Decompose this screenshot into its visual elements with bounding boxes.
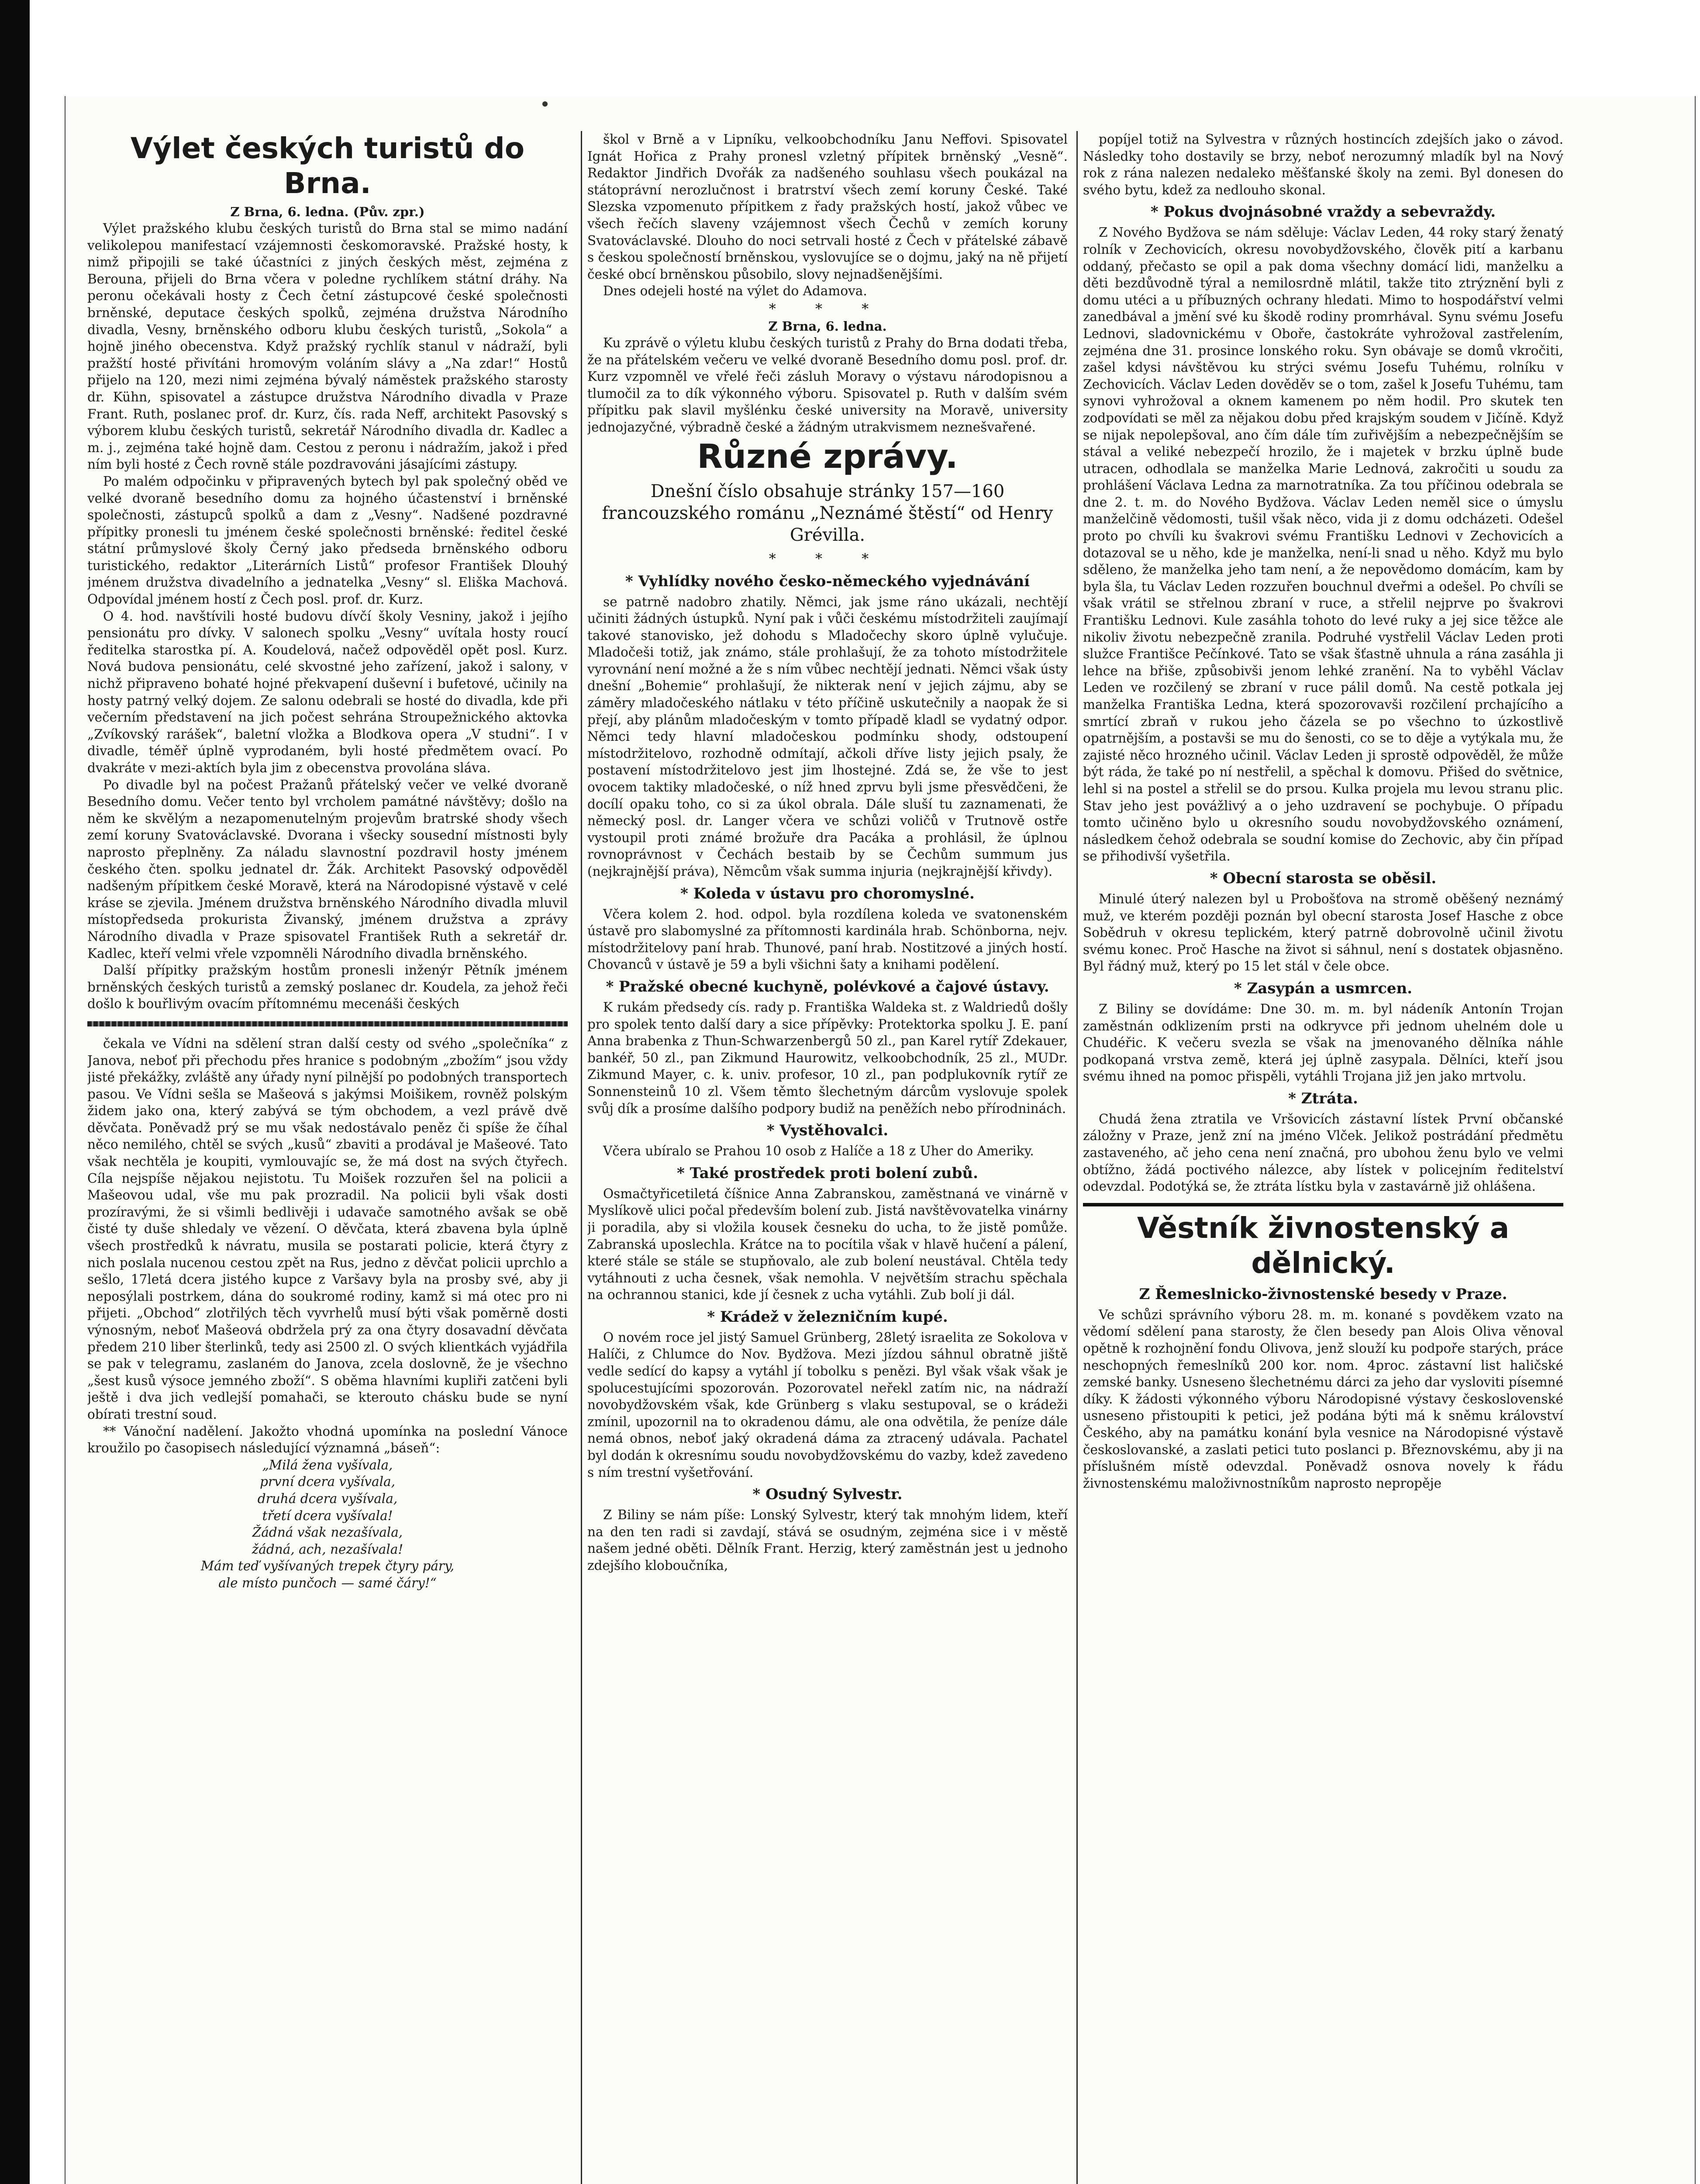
section-heading: Věstník živnostenský a dělnický. bbox=[1137, 1211, 1510, 1280]
notice: ** Vánoční nadělení. Jakožto vhodná upomínka na poslední Vánoce kroužilo po časopisech následující významná „báseň“: bbox=[87, 1424, 568, 1456]
paragraph: Včera ubíralo se Prahou 10 osob z Halíče a 18 z Uher do Ameriky. bbox=[603, 1144, 1034, 1159]
paragraph: O novém roce jel jistý Samuel Grünberg, 28letý israelita ze Sokolova v Halíči, z Chlumce do Nov. Bydžova. Mezi jízdou sáhnul obratně jiště vedle sedící do kapsy a vytáhl jí tobolku s penězi. Byl však však však je spolucestujícími spozorován. Pozorovatel neřekl zatím nic, na nádraží novobydžovském však, kde Grünberg s vlaku sestupoval, se o krádeži zmínil, upozornil na to okradenou dámu, ale ona odvětila, že peníze dále nemá obnos, neboť jaký okradená dáma za ztracený udávala. Pachatel byl dodán k okresnímu soudu novobydžovskému do vazby, kdež zavedeno s ním trestní vyšetřování. bbox=[587, 1330, 1068, 1480]
section-divider bbox=[87, 1021, 568, 1026]
news-rubric: * Vyhlídky nového česko-německého vyjednávání bbox=[625, 572, 1030, 590]
news-rubric: * Krádež v železničním kupé. bbox=[707, 1308, 948, 1326]
poem-line: Žádná však nezašívala, bbox=[252, 1525, 403, 1540]
paragraph: Chudá žena ztratila ve Vršovicích zástavní lístek První občanské záložny v Praze, jenž zní na jméno Vlček. Jelikož postrádání předmětu zastaveného, ač jeho cena není značná, pro ubohou ženu bylo ve velmi obtížno, žádá poctivého nálezce, aby lístek v policejním ředitelství odevzdal. Podotýká se, že ztráta lístku byla v zastavárně již ohlášena. bbox=[1083, 1111, 1563, 1194]
paragraph: popíjel totiž na Sylvestra v různých hostincích zdejších jako o závod. Následky toho dostavily se brzy, neboť nerozumný mladík byl na Nový rok z rána nalezen nedaleko měšťanské školy na zemi. Byl donesen do svého bytu, kdež za nedlouho skonal. bbox=[1083, 132, 1563, 197]
section-heading: Různé zprávy. bbox=[697, 436, 958, 476]
article-heading: Výlet českých turistů do Brna. bbox=[130, 131, 525, 200]
paragraph: Ve schůzi správního výboru 28. m. m. konané s povděkem vzato na vědomí sdělení pana starosty, že člen besedy pan Alois Oliva věnoval opětně k rozhojnění fondu Olivova, jenž slouží ku podpoře starých, práce neschopných řemeslníků 200 kor. nom. 4proc. zástavní list haličské zemské banky. Usneseno šlechetnému dárci za jeho dar vysloviti písemné díky. K žádosti výkonného výboru Národopisné výstavy československé usneseno přistoupiti k petici, jež podána býti má k sněmu království Českého, aby na památku konání byla vesnice na Národopisné výstavě českoslovanské, a zaslati petici tuto poslanci p. Březnovskému, aby ji na příslušném místě odevzdal. Poněvadž osnova novely k řádu živnostenskému maloživnostníkům naprosto nepropěje bbox=[1083, 1307, 1563, 1491]
stars-divider: * * * bbox=[769, 300, 886, 317]
poem-line: Mám teď vyšívaných trepek čtyry páry, bbox=[200, 1559, 455, 1574]
news-rubric: * Vystěhovalci. bbox=[766, 1122, 889, 1140]
poem-line: „Milá žena vyšívala, bbox=[262, 1457, 393, 1472]
paragraph: Další přípitky pražským hostům pronesli inženýr Pětník jménem brněnských českých turistů a zemský poslanec dr. Koudela, za jehož řeči došlo k bouřlivým ovacím přítomnému mecenáši českých bbox=[87, 963, 568, 1012]
paragraph: Dnes odejeli hosté na výlet do Adamova. bbox=[603, 283, 867, 299]
paragraph: Minulé úterý nalezen byl u Probošťova na stromě oběšený neznámý muž, ve kterém později poznán byl obecní starosta Josef Hasche z obce Sobědruh v okresu teplickém, který patrně dobrovolně učinil životu svému konec. Proč Hasche na život si sáhnul, není s dostatek objasněno. Byl řádný muž, který po 15 let stál v čele obce. bbox=[1083, 891, 1563, 974]
column-rule bbox=[581, 131, 582, 2184]
page-mark bbox=[542, 101, 548, 107]
news-rubric: * Koleda v ústavu pro choromyslné. bbox=[680, 885, 975, 902]
poem-line: druhá dcera vyšívala, bbox=[257, 1491, 398, 1506]
stars-divider: * * * bbox=[769, 550, 886, 567]
paragraph: Po divadle byl na počest Pražanů přátelský večer ve velké dvoraně Besedního domu. Večer tento byl vrcholem památné návštěvy; došlo na něm ke skvělým a nezapomenutelným projevům bratrské shody všech zemí koruny Svatováclavské. Dvorana i všecky sousední místnosti byly naprosto přeplněny. Za náladu slavnostní pozdravil hosty jménem českého čten. spolku jednatel dr. Žák. Architekt Pasovský odpověděl nadšeným přípitkem české Moravě, která na Národopisné výstavě v celé kráse se zjevila. Jménem družstva brněnského Národního divadla mluvil místopředseda prokurista Živanský, jménem družstva a zprávy Národního divadla v Praze spisovatel František Ruth a sekretář dr. Kadlec, kteří velmi vřele vzpomněli Národního divadla brněnského. bbox=[87, 777, 568, 961]
news-rubric: Z Řemeslnicko-živnostenské besedy v Praze. bbox=[1139, 1285, 1507, 1303]
news-rubric: * Ztráta. bbox=[1288, 1089, 1358, 1107]
paragraph: čekala ve Vídni na sdělení stran další cesty od svého „společníka“ z Janova, neboť při přechodu přes hranice s podobným „zbožím“ jsou vždy jisté překážky, zvláště any úřady nyní pilnější po podobných transportech pasou. Ve Vídni sešla se Mašeová s jakýmsi Moišikem, rovněž polským židem jako ona, který zabývá se tým obchodem, a vezl právě dvě děvčata. Poněvadž prý se mu však nedostávalo peněz či spíše že číhal něco nemilého, chtěl se svých „kusů“ zbaviti a prodával je Mašeové. Tato však nechtěla je koupiti, vymlouvajíc se, že má dost na svých čtyřech. Cíla nejspíše nějakou nejistotu. Tu Moišek rozzuřen šel na policii a Mašeovou udal, vše mu pak prozradil. Na policii byli však dosti prozíravými, že si všimli bedlivěji i udavače samotného avšak se obě čisté ty duše shledaly ve vězení. O děvčata, která zbavena byla úplně všech prostředků k návratu, musila se postarati policie, která čtyry z nich poslala nucenou cestou zpět na Rus, jedno z děvčat policii uprchlo a sešlo, 17letá dcera jistého kupce z Varšavy byla na prosby své, aby ji neposýlali postrkem, dána do soukromé rodiny, kamž si má otec pro ni přijeti. „Obchod“ zlotřilých těch vyvrhelů musí býti však poměrně dosti výnosným, neboť Mašeová obdržela prý za ona čtyry dosavadní děvčata předem 210 liber šterlinků, tedy asi 2500 zl. O svých klientkách vyjádřila se pak v telegramu, zaslaném do Janova, zcela doslovně, že je všechno „šest kusů výsoce jemného zboží“. S oběma hlavními kupliři zatčeni byli ještě i dva jich vedlejší pomahači, se kterouto chásku bude se nyní obírati trestní soud. bbox=[87, 1036, 568, 1422]
column-rule bbox=[1076, 131, 1078, 2184]
paragraph: Z Nového Bydžova se nám sděluje: Václav Leden, 44 roky starý ženatý rolník v Zechovicích, okresu novobydžovského, člověk pití a karbanu oddaný, přečasto se opil a pak doma všechny domácí lidi, manželku a děti bezdůvodně týral a nemilosrdně mlátil, takže tito ztrýznění byli z domu utéci a u příbuzných ochrany hledati. Mimo to hospodářství velmi zanedbával a jmění své ku škodě rodiny promrhával. Synu svému Josefu Lednovi, sladovnickému v Oboře, častokráte vyhrožoval zastřelením, zejména dne 31. prosince lonského roku. Syn obávaje se domů vkročiti, zašel kdysi návštěvou ku strýci svému Josefu Tuhému, rolníku v Zechovicích. Václav Leden dověděv se o tom, zašel k Josefu Tuhému, tam synovi vyhrožoval a oknem kamenem po něm hodil. Pro skutek ten zodpovídati se měl za nějakou dobu před krajským soudem v Jičíně. Když se nijak nepolepšoval, ano čím dále tím zuřivějším a nebezpečnějším se stával a veliké nebezpečí hrozilo, že i majetek v brzku úplně bude utracen, odhodlala se manželka Marie Lednová, zakročiti u soudu za prohlášení Václava Ledna za marnotratníka. Za tou příčinou odebrala se dne 2. t. m. do Nového Bydžova. Václav Leden neměl sice o úmyslu manželčině vědomosti, tušil však něco, vida ji z domu odcházeti. Odešel proto po chvíli ku švakrovi svému Františku Lednovi v Zechovicích a dotazoval se u něho, kde je manželka, není-li snad u něho. Když mu bylo sděleno, že manželka jeho tam není, a že nepovědomo domácím, kam by byla šla, tu Václav Leden rozzuřen bouchnul dveřmi a odešel. Po chvíli se však vrátil se střelnou zbraní v ruce, a střelil nejprve po švakrovi Františku Lednovi. Kule zasáhla tohoto do levé ruky a jej sice těžce ale nikoliv životu nebezpečně zranila. Podruhé vystřelil Václav Leden proti služce Františce Pečínkové. Tato se však šťastně uhnula a rána zasáhla ji lehce na břiše, způsobivši jenom lehké zranění. Na to vyběhl Václav Leden ve rozčilený se zbraní v ruce pálil domů. Na cestě potkala jej manželka Františka Ledna, která spozorovavši rozčilení prchajícího a smrtící zbraň v rukou jeho čázela se po všechno to úzkostlivě opatrnějším, a postavši se mu do šenosti, co se to děje a vytýkala mu, že zajisté něco hrozného učinil. Václav Leden ji sprostě odpověděl, že může být ráda, že také po ní nestřelil, a spěchal k domovu. Přišed do světnice, lehl si na postel a střelil se do prsou. Kulka projela mu levou stranu plic. Stav jeho jest povážlivý a o jeho uzdravení se pochybuje. O případu tomto učiněno bylo u okresního soudu novobydžovského oznámení, následkem čehož odebrala se soudní komise do Zechovic, aby čin případ se přihodivší vyšetřila. bbox=[1083, 225, 1563, 864]
novel-notice: Dnešní číslo obsahuje stránky 157—160 francouzského románu „Neznámé štěstí“ od Henry Grévilla. bbox=[602, 481, 1053, 545]
section-rule bbox=[1083, 1203, 1563, 1206]
column-2 bbox=[587, 131, 1068, 2184]
paragraph: se patrně nadobro zhatily. Němci, jak jsme ráno ukázali, nechtějí učiniti žádných ústupků. Nyní pak i vůči českému místodržiteli zaujímají takové stanovisko, jež dohodu s Mladočechy skoro úplně vylučuje. Mladočeši totiž, jak známo, stále prohlašují, že za tohoto místodržitele vyrovnání není možné a že s ním vůbec nechtějí jednati. Němci však ústy dnešní „Bohemie“ prohlašují, že nikterak není v jejich zájmu, aby se záměry mladočeského nátlaku v této příčině uskutečnily a naopak že si přejí, aby plánům mladočeským v tomto případě kladl se vydatný odpor. Němci tedy hlavní mladočeskou podmínku shody, odstoupení místodržitelovo, rozhodně odmítají, ačkoli dříve listy jejich psaly, že postavení místodržitelovo jest jim lhostejné. Zdá se, že vše to jest ovocem taktiky mladočeské, o níž hned zprvu byli jsme přesvědčeni, že docílí opaku toho, co si za úkol obrala. Dále sluší tu zaznamenati, že německý posl. dr. Langer včera ve schůzi voličů v Trutnově ostře vystoupil proti známé brožuře dra Pacáka a prohlásil, že úplnou rovnoprávnost v Čechách bestaib by se Čechům summum jus (nejkrajnější práva), Němcům však summa injuria (nejkrajnější křivdy). bbox=[587, 594, 1068, 879]
paragraph: Osmačtyřicetiletá číšnice Anna Zabranskou, zaměstnaná ve vinárně v Myslíkově ulici počal především bolení zub. Jistá navštěvovatelka vinárny ji poradila, aby si vložila kousek česneku do ucha, to že jistě pomůže. Zabranská uposlechla. Krátce na to pocítila však v hlavě hučení a pálení, které stále se stále se stupňovalo, ale zub bolení neustával. Chtěla tedy vytáhnouti z ucha česnek, však nemohla. V největším strachu spěchala na ochrannou stanici, kde jí česnek z ucha vytáhli. Zub bolí ji dál. bbox=[587, 1186, 1068, 1303]
dateline: Z Brna, 6. ledna. bbox=[768, 318, 887, 334]
news-rubric: * Také prostředek proti bolení zubů. bbox=[677, 1164, 978, 1182]
poem-line: první dcera vyšívala, bbox=[260, 1474, 395, 1489]
news-rubric: * Pražské obecné kuchyně, polévkové a čajové ústavy. bbox=[606, 978, 1049, 995]
paragraph: Z Biliny se nám píše: Lonský Sylvestr, který tak mnohým lidem, kteří na den ten radi si zavdají, stává se osudným, zejména sice i v městě našem jedné oběti. Dělník Frant. Herzig, který zaměstnán jest u jednoho zdejšího kloboučníka, bbox=[587, 1507, 1068, 1573]
paragraph: Z Biliny se dovídáme: Dne 30. m. m. byl nádeník Antonín Trojan zaměstnán odklizením prsti na odkryvce při jednom uhelném dole u Chudéřic. K večeru svezla se však na jmenovaného dělníka náhle podkopaná vrstva země, která jej úplně zasypala. Dělníci, kteří jsou svému ihned na pomoc přispěli, vytáhli Trojana již jen jako mrtvolu. bbox=[1083, 1001, 1563, 1084]
column-3 bbox=[1083, 131, 1563, 2184]
scan-border bbox=[0, 0, 30, 2184]
poem-line: třetí dcera vyšívala! bbox=[262, 1508, 393, 1523]
news-rubric: * Obecní starosta se oběsil. bbox=[1210, 869, 1437, 887]
paragraph: Výlet pražského klubu českých turistů do Brna stal se mimo nadání velikolepou manifestací vzájemnosti českomoravské. Pražské hosty, k nimž připojili se také účastníci z jiných českých měst, zejména z Berouna, přijeli do Brna včera v poledne rychlíkem státní dráhy. Na peronu očekávali hosty z Čech četní zástupcové české společnosti brněnské, deputace českých spolků, zejména družstva Národního divadla, Vesny, brněnského odboru klubu českých turistů, „Sokola“ a hojně jiného obecenstva. Když pražský rychlík stanul v nádraží, byli pražští hosté přivítáni hromovým voláním slávy a „Na zdar!“ Hostů přijelo na 120, mezi nimi zejména bývalý náměstek pražského starosty dr. Kühn, spisovatel a zástupce družstva Národního divadla v Praze Frant. Ruth, poslanec prof. dr. Kurz, čís. rada Neff, architekt Pasovský s výborem klubu českých turistů, sekretář Národního divadla dr. Kadlec a m. j., zejména také hojně dam. Cestou z peronu i nádražím, jakož i před ním byli hosté z Čech rovně stále pozdravováni jásajícími zástupy. bbox=[87, 221, 568, 472]
paragraph: Včera kolem 2. hod. odpol. byla rozdílena koleda ve svatonenském ústavě pro slabomyslné za přítomnosti kardinála hrab. Schönborna, nejv. místodržitelovy paní hrab. Thunové, paní hrab. Nostitzové a jiných hostí. Chovanců v ústavě je 59 a byli všichni šaty a knihami podělení. bbox=[587, 906, 1068, 972]
news-rubric: * Osudný Sylvestr. bbox=[752, 1486, 903, 1503]
poem-line: ale místo punčoch — samé čáry!“ bbox=[218, 1575, 437, 1590]
news-rubric: * Pokus dvojnásobné vraždy a sebevraždy. bbox=[1150, 203, 1496, 221]
news-rubric: * Zasypán a usmrcen. bbox=[1234, 979, 1413, 997]
paragraph: škol v Brně a v Lipníku, velkoobchodníku Janu Neffovi. Spisovatel Ignát Hořica z Prahy pronesl vzletný přípitek brněnský „Vesně“. Redaktor Jindřich Dvořák za nadšeného souhlasu všech poukázal na státoprávní nerozlučnost i bratrství všech zemí koruny České. Také Slezska vzpomenuto přípitkem z řady pražských hostí, jakož vůbec ve všech řečích slaveny vzájemnost všech Čechů v zemích koruny Svatováclavské. Dlouho do noci setrvali hosté z Čech v přátelské zábavě s českou společností brněnskou, vyslovujíce se o dojmu, jaký na ně přijetí české obcí brněnskou působilo, slovy nejnadšenějšími. bbox=[587, 132, 1068, 282]
dateline: Z Brna, 6. ledna. (Pův. zpr.) bbox=[230, 204, 425, 219]
paragraph: Po malém odpočinku v připravených bytech byl pak společný oběd ve velké dvoraně besedního domu za hojného účastenství i brněnské společnosti, zástupců spolků a dam z „Vesny“. Nadšené pozdravné přípitky pronesli tu jménem české společnosti brněnské: ředitel české státní průmyslové školy Černý jako předseda brněnského odboru turistického, redaktor „Literárních Listů“ profesor František Dlouhý jménem družstva divadelního a jednatelka „Vesny“ sl. Eliška Machová. Odpovídal jménem hostí z Čech posl. prof. dr. Kurz. bbox=[87, 473, 568, 607]
paragraph: K rukám předsedy cís. rady p. Františka Waldeka st. z Waldriedů došly pro spolek tento další dary a sice přípěvky: Protektorka spolku J. E. paní Anna brabenka z Thun-Schwarzenbergů 50 zl., pan Karel rytíř Zdekauer, bankéř, 50 zl., pan Zikmund Haurowitz, velkoobchodník, 25 zl., MUDr. Zikmund Mayer, c. k. univ. profesor, 10 zl., pan podplukovník rytíř ze Sonnensteinů 10 zl. Všem těmto šlechetným dárcům vyslovuje spolek svůj dík a prosíme dalšího podpory budiž na peněžích nebo přírodninách. bbox=[587, 999, 1068, 1116]
column-1 bbox=[87, 131, 568, 2184]
poem-line: žádná, ach, nezašívala! bbox=[252, 1541, 403, 1557]
paragraph: O 4. hod. navštívili hosté budovu dívčí školy Vesniny, jakož i jejího pensionátu pro dívky. V salonech spolku „Vesny“ uvítala hosty roucí ředitelka starostka pí. A. Koudelová, načež odpověděl opět posl. Kurz. Nová budova pensionátu, celé skvostné jeho zařízení, jakož i salony, v nichž připraveno bohaté hojné překvapení duševní i bufetové, učinily na hosty patrný velký dojem. Ze salonu odebrali se hosté do divadla, kde při večerním představení na jich počest sehrána Stroupežnického aktovka „Zvíkovský rarášek“, baletní vložka a Blodkova opera „V studni“. I v divadle, téměř úplně vyprodaném, byli hosté předmětem ovací. Po dvakráte v mezi-aktích byla jim z obecenstva provolána sláva. bbox=[87, 608, 568, 775]
paragraph: Ku zprávě o výletu klubu českých turistů z Prahy do Brna dodati třeba, že na přátelském večeru ve velké dvoraně Besedního domu posl. prof. dr. Kurz vzpomněl ve vřelé řeči zásluh Moravy o výstavu národopisnou a tlumočil za to dík výkonného výboru. Spisovatel p. Ruth v dalším svém přípitku pak slavil myšlénku české university na Moravě, university jednojazyčné, výbradně české a žádným utrakvismem neznešvařené. bbox=[587, 335, 1068, 435]
